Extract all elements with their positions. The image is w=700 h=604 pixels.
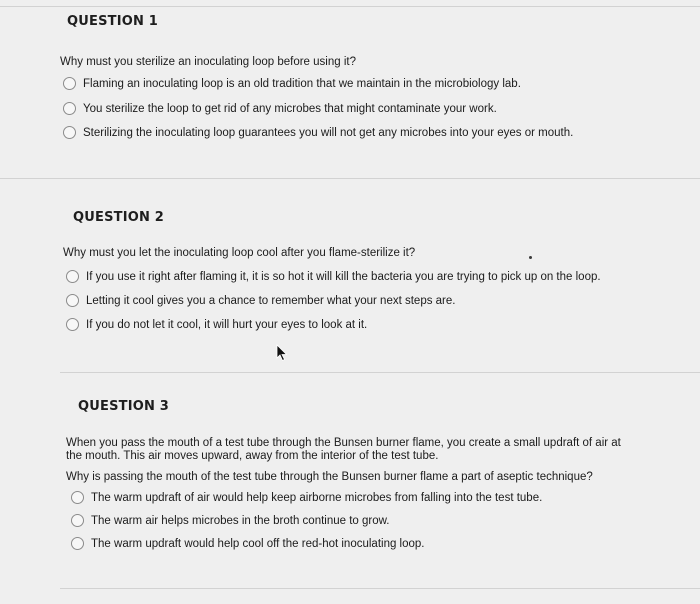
question-1-prompt: Why must you sterilize an inoculating loop before using it? <box>60 56 356 68</box>
question-1-option-2[interactable] <box>63 102 497 115</box>
mouse-cursor-icon <box>275 344 289 362</box>
question-3-option-2[interactable] <box>71 514 390 527</box>
option-label: If you do not let it cool, it will hurt your eyes to look at it. <box>86 318 368 331</box>
question-2-option-2[interactable] <box>66 294 455 307</box>
radio-button[interactable] <box>66 270 79 283</box>
radio-button[interactable] <box>71 537 84 550</box>
stray-dot <box>529 256 532 259</box>
option-label: Sterilizing the inoculating loop guarantees you will not get any microbes into your eyes or mouth. <box>83 126 574 139</box>
question-1-option-1[interactable] <box>63 77 521 90</box>
radio-button[interactable] <box>63 126 76 139</box>
question-3-title: QUESTION 3 <box>78 399 170 414</box>
option-label: The warm air helps microbes in the broth continue to grow. <box>91 514 390 527</box>
question-3-context-line-1: When you pass the mouth of a test tube through the Bunsen burner flame, you create a small updraft of air at <box>66 437 621 449</box>
radio-button[interactable] <box>63 102 76 115</box>
divider <box>0 6 700 7</box>
question-2-option-1[interactable] <box>66 270 601 283</box>
question-1-option-3[interactable] <box>63 126 573 139</box>
question-3-context-line-2: the mouth. This air moves upward, away from the interior of the test tube. <box>66 450 439 462</box>
radio-button[interactable] <box>71 514 84 527</box>
divider <box>0 178 700 179</box>
divider <box>60 372 700 373</box>
option-label: The warm updraft of air would help keep airborne microbes from falling into the test tube. <box>91 491 543 504</box>
option-label: The warm updraft would help cool off the red-hot inoculating loop. <box>91 537 425 550</box>
radio-button[interactable] <box>66 318 79 331</box>
radio-button[interactable] <box>66 294 79 307</box>
radio-button[interactable] <box>71 491 84 504</box>
question-3-option-3[interactable] <box>71 537 425 550</box>
radio-button[interactable] <box>63 77 76 90</box>
question-2-option-3[interactable] <box>66 318 367 331</box>
question-3-option-1[interactable] <box>71 491 542 504</box>
question-2-prompt: Why must you let the inoculating loop cool after you flame-sterilize it? <box>63 247 416 259</box>
option-label: Letting it cool gives you a chance to remember what your next steps are. <box>86 294 456 307</box>
question-2-title: QUESTION 2 <box>73 210 165 225</box>
option-label: If you use it right after flaming it, it is so hot it will kill the bacteria you are trying to pick up on the loop. <box>86 270 601 283</box>
option-label: Flaming an inoculating loop is an old tradition that we maintain in the microbiology lab. <box>83 77 521 90</box>
divider <box>60 588 700 589</box>
question-3-prompt: Why is passing the mouth of the test tube through the Bunsen burner flame a part of aseptic technique? <box>66 471 593 483</box>
question-1-title: QUESTION 1 <box>67 14 159 29</box>
option-label: You sterilize the loop to get rid of any microbes that might contaminate your work. <box>83 102 497 115</box>
